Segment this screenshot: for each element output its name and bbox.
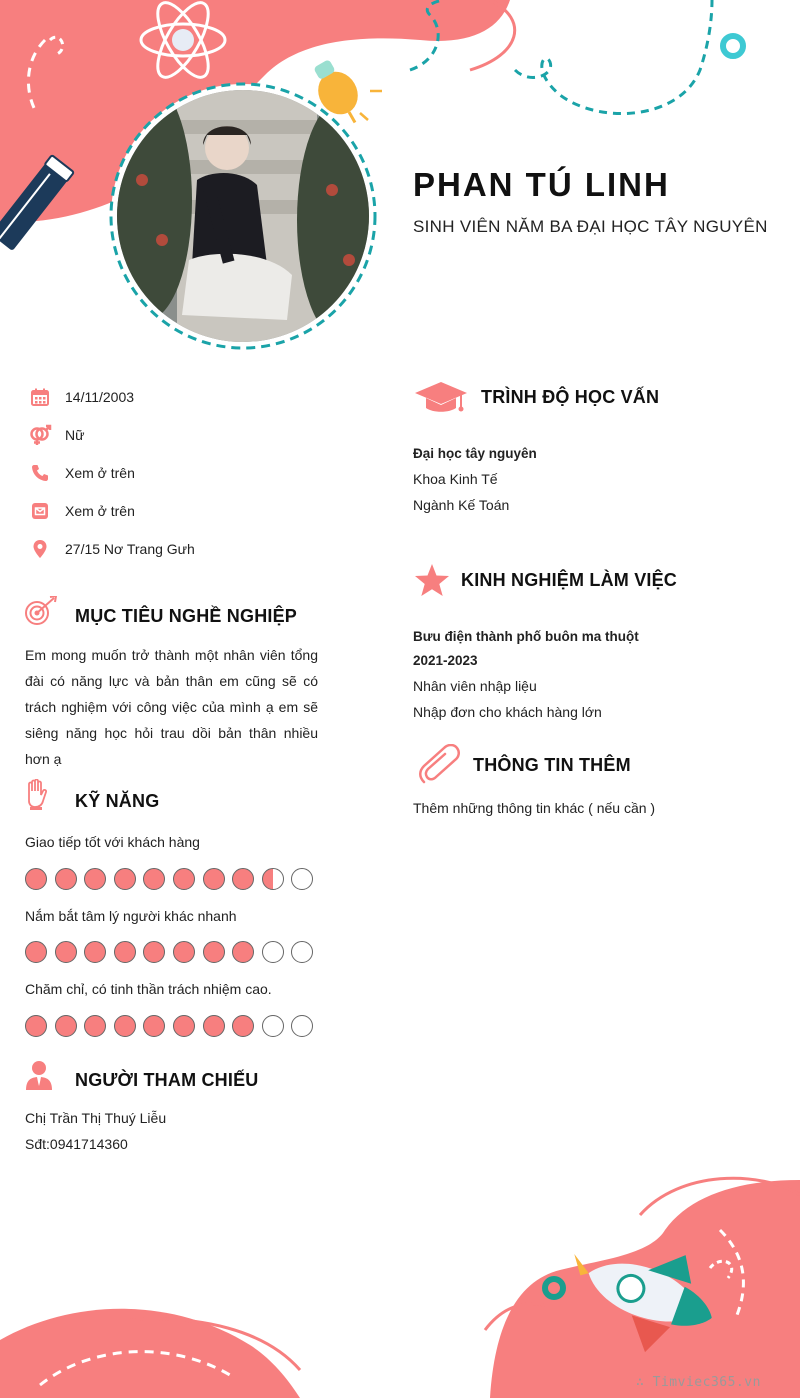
contact-email xyxy=(28,499,135,523)
gender-icon xyxy=(28,423,52,447)
skill-dot xyxy=(143,868,165,890)
skill-dot xyxy=(25,941,47,963)
skill-name: Chăm chỉ, có tinh thần trách nhiệm cao. xyxy=(25,981,272,997)
watermark: ∴ Timviec365.vn xyxy=(636,1375,761,1390)
avatar-photo xyxy=(117,90,369,342)
skill-dot xyxy=(173,868,195,890)
reference-title: NGƯỜI THAM CHIẾU xyxy=(75,1070,259,1090)
skill-dot xyxy=(173,941,195,963)
skill-rating xyxy=(25,868,313,890)
skill-dot xyxy=(25,1015,47,1037)
full-name: PHAN TÚ LINH xyxy=(413,166,670,203)
skill-name: Giao tiếp tốt với khách hàng xyxy=(25,834,200,850)
location-pin-icon xyxy=(28,537,52,561)
graduation-cap-icon xyxy=(413,380,469,414)
skill-dot xyxy=(262,1015,284,1037)
skill-dot xyxy=(84,1015,106,1037)
phone-icon xyxy=(28,461,52,485)
skill-dot xyxy=(291,868,313,890)
objective-text: Em mong muốn trở thành một nhân viên tổng đài có năng lực và bản thân em cũng sẽ có trách nghiệm với công việc của mình ạ em sẽ siêng năng học hỏi trau dồi bản thân nhiều hơn ạ xyxy=(25,647,318,767)
skill-dot xyxy=(55,868,77,890)
skill-dot xyxy=(203,868,225,890)
paperclip-icon xyxy=(416,744,460,786)
bottom-left-wave xyxy=(0,1309,300,1398)
skill-rating xyxy=(25,1015,313,1037)
skill-dot xyxy=(114,868,136,890)
skill-dot xyxy=(203,1015,225,1037)
skill-dot xyxy=(143,1015,165,1037)
skill-dot xyxy=(55,941,77,963)
experience-company: Bưu điện thành phố buôn ma thuột xyxy=(413,629,639,644)
skill-dot xyxy=(232,941,254,963)
skill-name: Nắm bắt tâm lý người khác nhanh xyxy=(25,908,237,924)
additional-title: THÔNG TIN THÊM xyxy=(473,755,631,775)
person-icon xyxy=(25,1060,53,1090)
skill-dot xyxy=(262,941,284,963)
skill-dot xyxy=(114,1015,136,1037)
skill-dot xyxy=(232,868,254,890)
skill-dot xyxy=(143,941,165,963)
skill-dot xyxy=(262,868,284,890)
contact-gender xyxy=(28,423,85,447)
contact-dob xyxy=(28,385,135,409)
contact-email-value: Xem ở trên xyxy=(65,503,135,519)
contact-gender-value: Nữ xyxy=(65,427,85,443)
contact-phone-value: Xem ở trên xyxy=(65,465,135,481)
contact-address xyxy=(28,537,195,561)
skill-dot xyxy=(173,1015,195,1037)
skill-dot xyxy=(84,941,106,963)
experience-position: Nhân viên nhập liệu xyxy=(413,678,537,694)
education-title: TRÌNH ĐỘ HỌC VẤN xyxy=(481,387,660,407)
contact-address-value: 27/15 Nơ Trang Gưh xyxy=(65,541,195,557)
email-icon xyxy=(28,499,52,523)
target-icon xyxy=(24,596,58,628)
skill-rating xyxy=(25,941,313,963)
education-school: Đại học tây nguyên xyxy=(413,446,537,461)
skill-dot xyxy=(114,941,136,963)
teal-ring-icon xyxy=(723,36,743,56)
skill-dot xyxy=(291,941,313,963)
skill-dot xyxy=(232,1015,254,1037)
skill-dot xyxy=(25,868,47,890)
experience-period: 2021-2023 xyxy=(413,653,478,668)
calendar-icon xyxy=(28,385,52,409)
contact-phone xyxy=(28,461,135,485)
hand-icon xyxy=(25,779,47,811)
objective-title: MỤC TIÊU NGHỀ NGHIỆP xyxy=(75,606,298,626)
experience-description: Nhập đơn cho khách hàng lớn xyxy=(413,704,602,720)
reference-person: Chị Trần Thị Thuý Liễu xyxy=(25,1110,167,1126)
additional-text: Thêm những thông tin khác ( nếu cần ) xyxy=(413,800,656,816)
experience-title: KINH NGHIỆM LÀM VIỆC xyxy=(461,570,678,590)
education-faculty: Khoa Kinh Tế xyxy=(413,471,498,487)
education-major: Ngành Kế Toán xyxy=(413,497,510,513)
skill-dot xyxy=(55,1015,77,1037)
job-subtitle: SINH VIÊN NĂM BA ĐẠI HỌC TÂY NGUYÊN xyxy=(413,217,768,236)
skill-dot xyxy=(84,868,106,890)
contact-dob-value: 14/11/2003 xyxy=(65,389,135,405)
skill-dot xyxy=(291,1015,313,1037)
reference-phone: Sđt:0941714360 xyxy=(25,1136,128,1152)
skills-title: KỸ NĂNG xyxy=(75,791,160,811)
skill-dot xyxy=(203,941,225,963)
star-icon xyxy=(414,563,450,597)
